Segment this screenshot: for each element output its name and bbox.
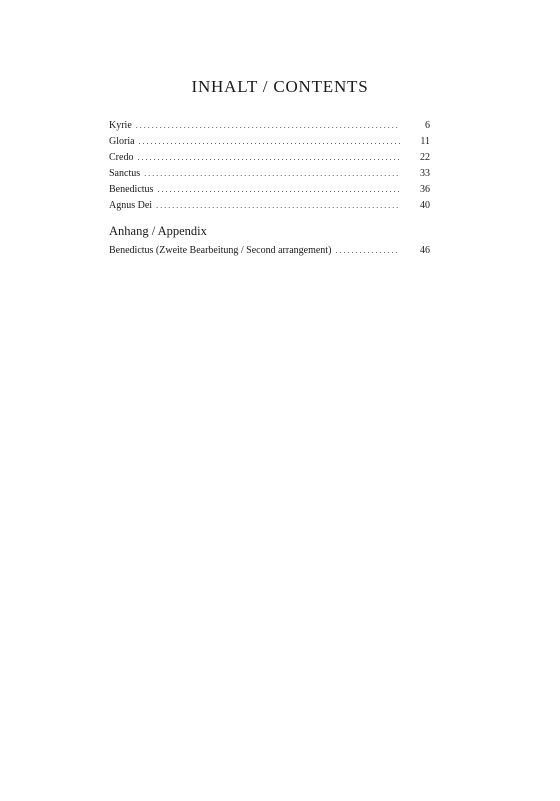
toc-entry-gloria [109, 134, 430, 150]
toc-entry-page: 36 [420, 184, 430, 195]
dot-leader [137, 150, 400, 166]
dot-leader [139, 134, 400, 150]
dot-leader [335, 243, 400, 259]
appendix-contents [109, 243, 430, 259]
toc-entry-page: 11 [420, 136, 430, 147]
dot-leader [136, 118, 400, 134]
toc-entry-label: Kyrie [109, 120, 132, 131]
dot-leader [144, 166, 400, 182]
toc-entry-label: Gloria [109, 136, 135, 147]
toc-entry-agnus-dei [109, 198, 430, 214]
toc-entry-label: Benedictus (Zweite Bearbeitung / Second arrangement) [109, 245, 332, 256]
toc-entry-page: 22 [420, 152, 430, 163]
toc-entry-page: 6 [425, 120, 430, 131]
toc-entry-page: 46 [420, 245, 430, 256]
toc-entry-page: 40 [420, 200, 430, 211]
toc-entry-label: Credo [109, 152, 134, 163]
toc-entry-sanctus [109, 166, 430, 182]
table-of-contents [109, 118, 430, 214]
appendix-heading: Anhang / Appendix [109, 224, 207, 238]
toc-entry-label: Agnus Dei [109, 200, 153, 211]
toc-entry-page: 33 [420, 168, 430, 179]
dot-leader [157, 182, 400, 198]
page-title: INHALT / CONTENTS [191, 77, 369, 96]
toc-entry-credo [109, 150, 430, 166]
toc-entry-benedictus [109, 182, 430, 198]
toc-entry-label: Sanctus [109, 168, 141, 179]
dot-leader [156, 198, 400, 214]
toc-entry-kyrie [109, 118, 430, 134]
toc-entry-benedictus-appendix [109, 243, 430, 259]
toc-entry-label: Benedictus [109, 184, 154, 195]
